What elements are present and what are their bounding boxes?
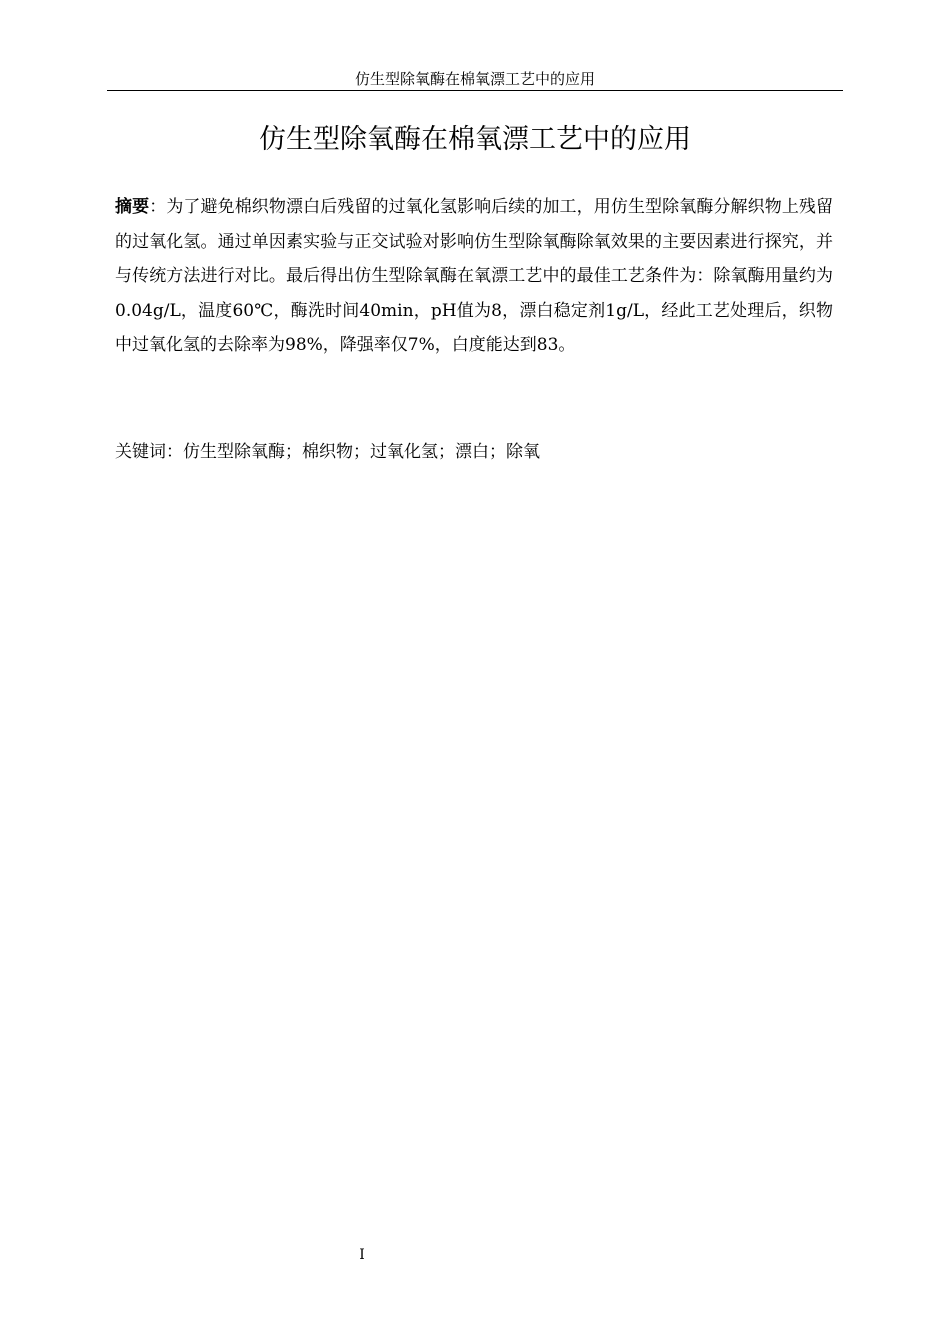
paper-title: 仿生型除氧酶在棉氧漂工艺中的应用: [259, 124, 691, 155]
header-rule: [107, 90, 843, 91]
keywords-separator: ：: [166, 442, 183, 462]
page-number: I: [359, 1247, 365, 1263]
keywords-paragraph: [115, 435, 833, 469]
abstract-separator: ：: [149, 197, 167, 217]
keywords-text: 仿生型除氧酶；棉织物；过氧化氢；漂白；除氧: [183, 442, 540, 462]
running-header: 仿生型除氧酶在棉氧漂工艺中的应用: [354, 70, 595, 88]
abstract-label: 摘要: [115, 197, 150, 217]
abstract-text: 为了避免棉织物漂白后残留的过氧化氢影响后续的加工，用仿生型除氧酶分解织物上残留的过氧化氢。通过单因素实验与正交试验对影响仿生型除氧酶除氧效果的主要因素进行探究，并与传统方法进行对比。最后得出仿生型除氧酶在氧漂工艺中的最佳工艺条件为：除氧酶用量约为0.04g/L，温度60℃，酶洗时间40min，pH值为8，漂白稳定剂1g/L，经此工艺处理后，织物中过氧化氢的去除率为98%，降强率仅7%，白度能达到83。: [115, 197, 834, 355]
abstract-paragraph: [115, 190, 833, 363]
keywords-label: 关键词: [115, 442, 166, 462]
